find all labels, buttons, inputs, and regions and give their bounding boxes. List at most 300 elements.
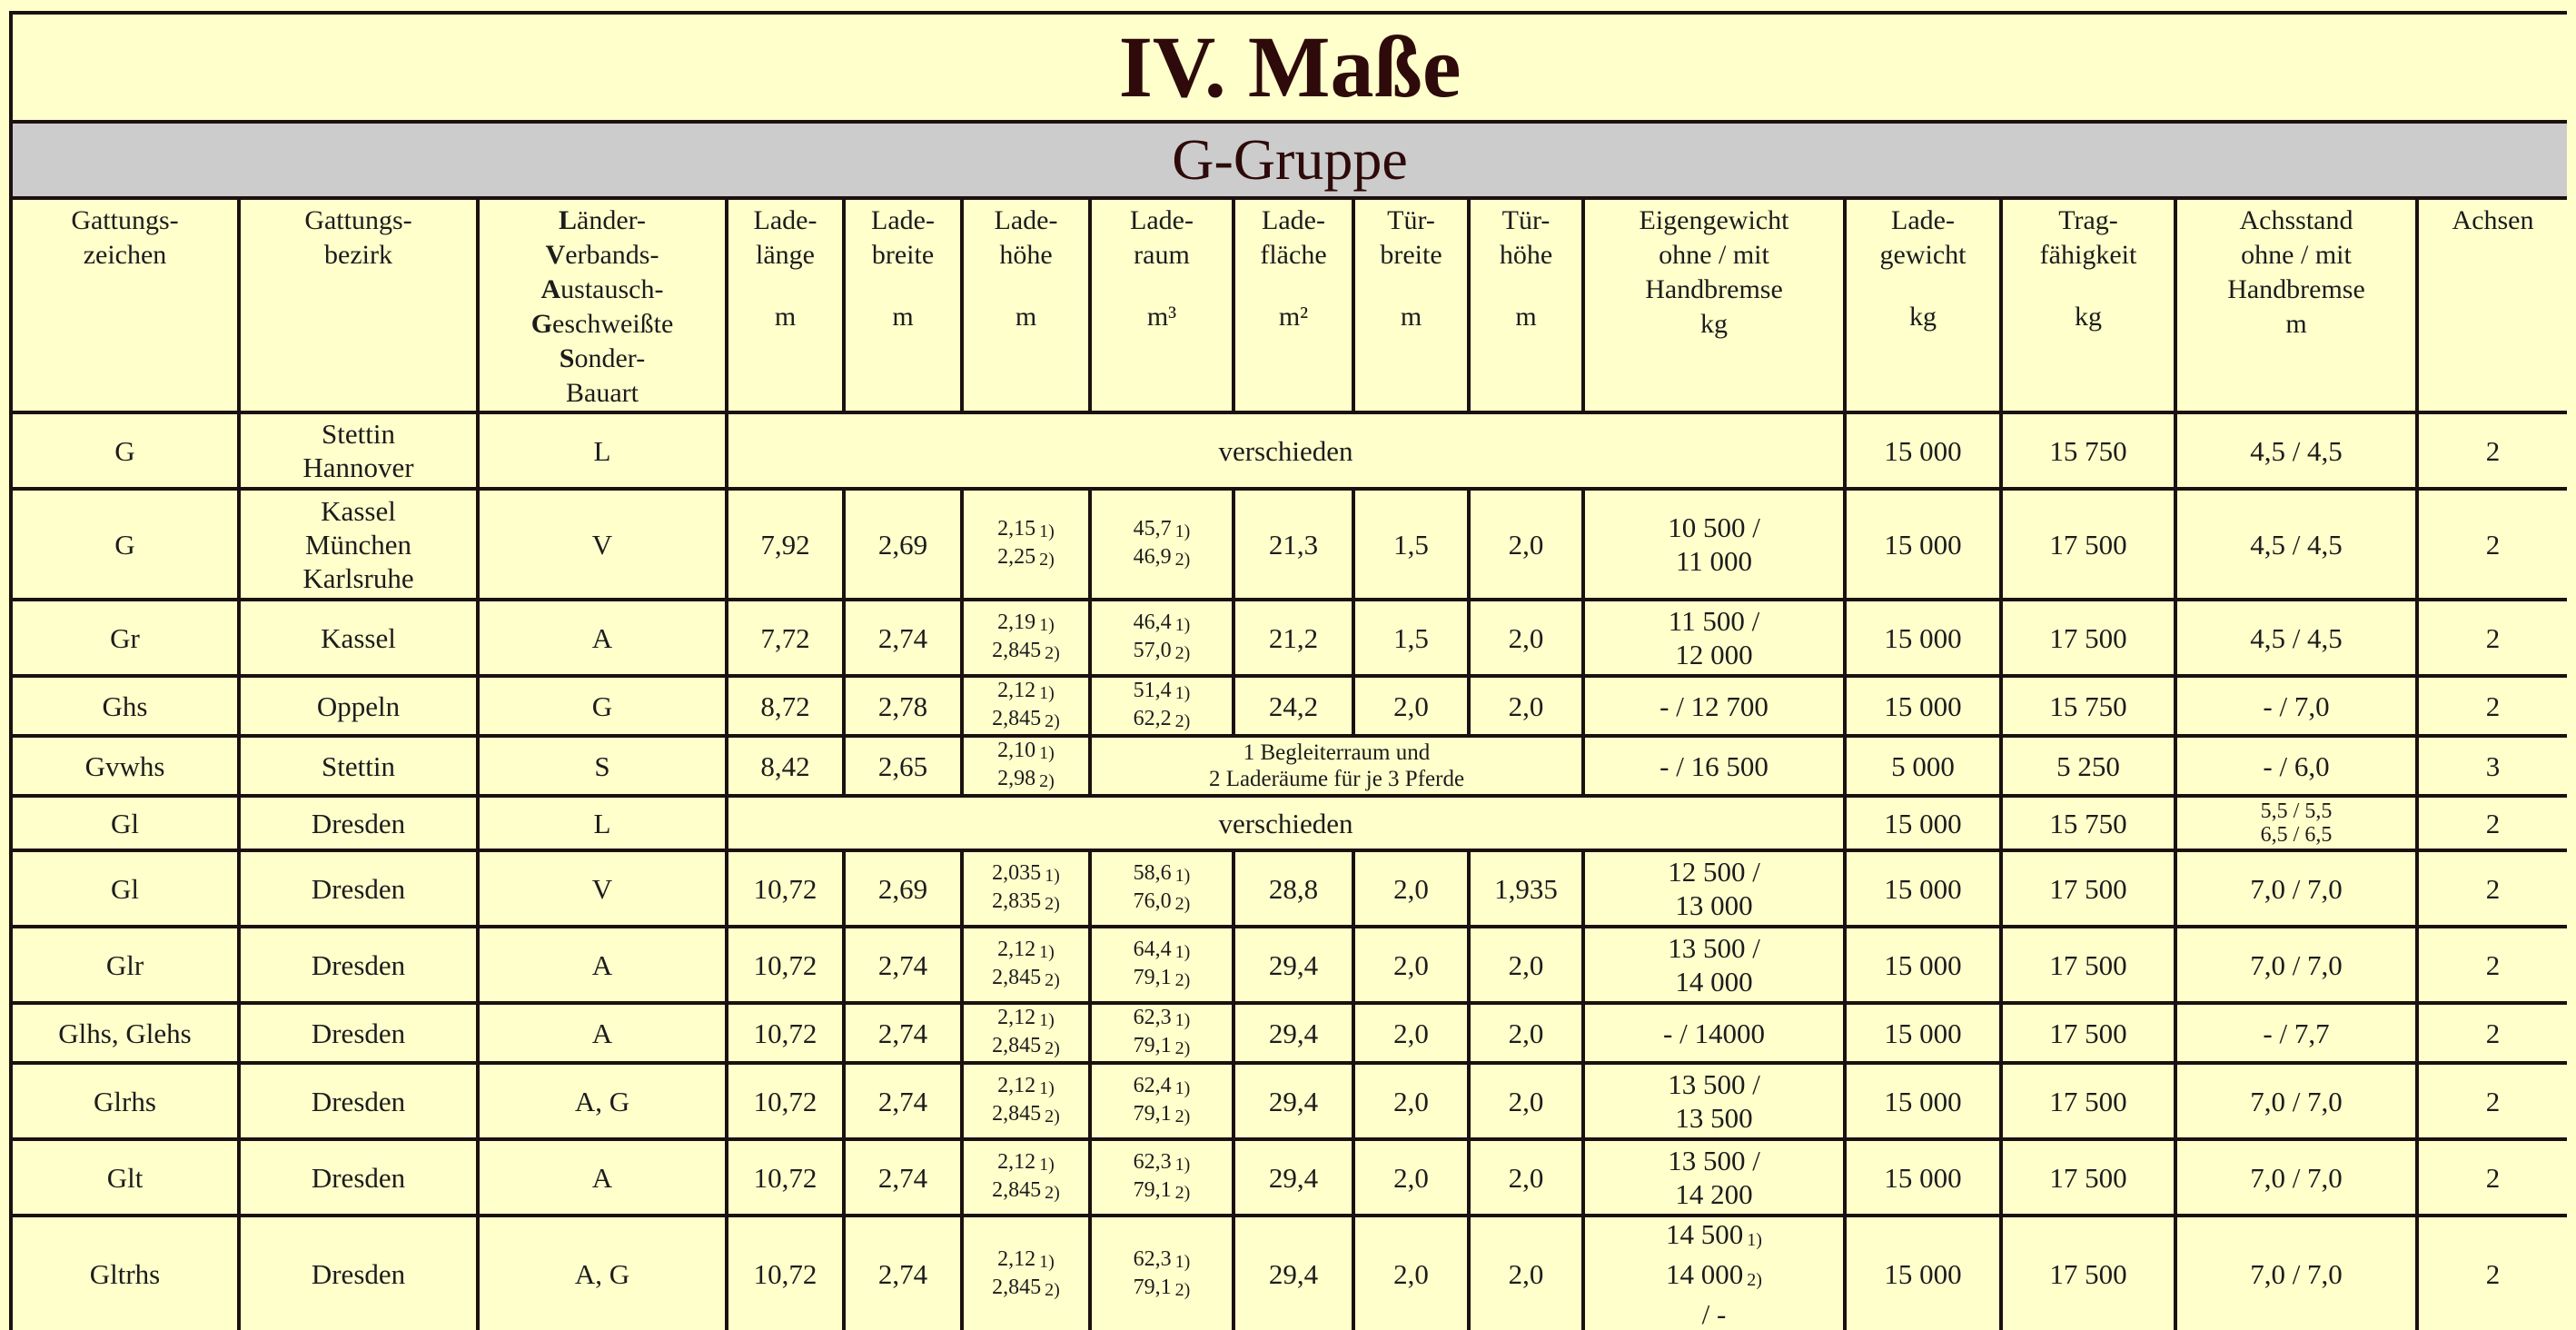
cell-ladegewicht-value: 15 000: [1884, 1017, 1962, 1049]
cell-achsstand-value: 7,0 / 7,0: [2250, 1258, 2343, 1290]
cell-ladeflaeche: [1234, 1003, 1353, 1063]
footnote-marker: 2): [1039, 771, 1055, 791]
cell-gattungszeichen: [11, 600, 239, 676]
cell-laderaum: [1090, 850, 1234, 927]
cell-bauart: [478, 736, 727, 796]
cell-tuerbreite-value: 1,5: [1393, 621, 1429, 654]
cell-gattungszeichen: [11, 1003, 239, 1063]
cell-achsstand: [2175, 1216, 2417, 1330]
header-laderaum: [1090, 198, 1234, 412]
cell-tuerhoehe: [1469, 850, 1583, 927]
footnote-marker: 2): [1045, 1183, 1060, 1203]
cell-eigengewicht-value: 13 500 /: [1668, 1068, 1760, 1100]
cell-achsstand: [2175, 412, 2417, 489]
cell-gattungszeichen-value: Gvwhs: [84, 749, 165, 782]
cell-ladebreite: [844, 927, 962, 1003]
cell-tragfaehigkeit: [2001, 676, 2175, 736]
cell-gattungszeichen-value: Glhs, Glehs: [58, 1017, 192, 1049]
header-tragfaehigkeit-line: fähigkeit: [2039, 240, 2137, 270]
cell-tuerhoehe: [1469, 927, 1583, 1003]
cell-ladebreite-value: 2,74: [877, 621, 928, 654]
cell-eigengewicht-value: - / 12 700: [1660, 690, 1769, 722]
cell-tuerbreite-value: 2,0: [1393, 872, 1429, 905]
footnote-marker: 1): [1174, 1251, 1191, 1272]
header-ladelaenge-unit: m: [774, 302, 797, 332]
cell-ladehoehe: [962, 1003, 1090, 1063]
header-achsen-line: Achsen: [2452, 205, 2534, 235]
cell-tragfaehigkeit-value: 15 750: [2049, 434, 2127, 467]
header-ladeflaeche-unit: m²: [1278, 302, 1309, 332]
cell-tuerbreite: [1353, 1139, 1469, 1216]
cell-tragfaehigkeit: [2001, 1216, 2175, 1330]
header-bauart-line: Bauart: [566, 378, 639, 408]
cell-gattungszeichen-value: Gl: [111, 872, 139, 905]
cell-achsstand: [2175, 850, 2417, 927]
cell-ladehoehe: [962, 1063, 1090, 1139]
cell-ladeflaeche-value: 28,8: [1268, 872, 1319, 905]
header-ladegewicht-unit: kg: [1909, 302, 1937, 332]
cell-ladebreite-value: 2,78: [877, 690, 928, 722]
cell-ladebreite-value: 2,74: [877, 1258, 928, 1290]
cell-tragfaehigkeit: [2001, 796, 2175, 850]
cell-ladelaenge: [727, 927, 844, 1003]
cell-tragfaehigkeit-value: 17 500: [2049, 621, 2127, 654]
cell-gattungsbezirk-value: Dresden: [311, 1085, 406, 1117]
cell-tragfaehigkeit: [2001, 927, 2175, 1003]
cell-eigengewicht-value: 12 500 /: [1668, 856, 1760, 888]
cell-ladehoehe-value: 2,035: [992, 861, 1042, 885]
cell-ladegewicht: [1845, 796, 2001, 850]
cell-eigengewicht-value: 12 000: [1675, 639, 1753, 670]
cell-achsstand: [2175, 600, 2417, 676]
cell-ladehoehe-value: 2,12: [997, 938, 1036, 961]
footnote-marker: 1): [1039, 615, 1055, 635]
cell-gattungszeichen: [11, 1216, 239, 1330]
cell-tuerhoehe: [1469, 1139, 1583, 1216]
footnote-marker: 2): [1174, 1107, 1191, 1127]
cell-gattungszeichen: [11, 927, 239, 1003]
cell-ladehoehe-value: 2,845: [992, 1178, 1042, 1202]
header-tuerbreite-unit: m: [1400, 302, 1422, 332]
header-gattungszeichen-line: zeichen: [83, 240, 167, 270]
cell-tuerhoehe-value: 2,0: [1508, 1017, 1544, 1049]
cell-achsen: [2417, 676, 2567, 736]
cell-ladehoehe-value: 2,845: [992, 707, 1042, 730]
cell-ladelaenge-value: 10,72: [753, 1258, 817, 1290]
cell-eigengewicht-value: 11 500 /: [1668, 605, 1760, 637]
cell-tuerhoehe-value: 1,935: [1494, 872, 1558, 905]
cell-verschieden-value: verschieden: [1218, 807, 1353, 839]
header-bauart-line: erbands-: [565, 240, 659, 270]
cell-achsstand-value: 6,5 / 6,5: [2260, 823, 2333, 847]
cell-bauart-value: A: [591, 1161, 613, 1194]
cell-laderaum-value: 64,4: [1133, 938, 1172, 961]
cell-ladegewicht: [1845, 1139, 2001, 1216]
header-bauart-initial: A: [540, 274, 561, 304]
cell-eigengewicht: [1583, 1003, 1845, 1063]
cell-tuerbreite: [1353, 1003, 1469, 1063]
cell-ladehoehe-value: 2,845: [992, 1034, 1042, 1057]
cell-eigengewicht-value: 10 500 /: [1668, 511, 1760, 543]
cell-note-value: 1 Begleiterraum und: [1243, 740, 1431, 765]
cell-achsstand: [2175, 736, 2417, 796]
header-ladegewicht: [1845, 198, 2001, 412]
cell-ladebreite: [844, 1139, 962, 1216]
cell-ladegewicht-value: 15 000: [1884, 948, 1962, 981]
cell-ladehoehe: [962, 1139, 1090, 1216]
cell-eigengewicht: [1583, 927, 1845, 1003]
footnote-marker: 1): [1039, 683, 1055, 703]
cell-ladelaenge-value: 10,72: [753, 872, 817, 905]
cell-gattungsbezirk-value: Kassel: [321, 621, 396, 654]
cell-gattungsbezirk: [239, 1216, 478, 1330]
cell-tragfaehigkeit: [2001, 1003, 2175, 1063]
footnote-marker: 1): [1174, 683, 1191, 703]
cell-tragfaehigkeit-value: 15 750: [2049, 807, 2127, 839]
header-ladebreite-line: Lade-: [871, 205, 935, 235]
header-achsstand-line: m: [2285, 309, 2307, 339]
table-row: [11, 489, 2567, 600]
cell-ladelaenge: [727, 1063, 844, 1139]
cell-laderaum-value: 62,3: [1133, 1006, 1172, 1029]
header-tuerhoehe: [1469, 198, 1583, 412]
cell-achsen: [2417, 850, 2567, 927]
cell-eigengewicht-value: 13 000: [1675, 889, 1753, 921]
cell-ladelaenge-value: 8,42: [760, 749, 810, 782]
cell-ladelaenge-value: 10,72: [753, 1017, 817, 1049]
cell-gattungsbezirk: [239, 796, 478, 850]
cell-ladelaenge: [727, 1216, 844, 1330]
cell-eigengewicht-value: / -: [1701, 1298, 1727, 1330]
cell-tragfaehigkeit-value: 5 250: [2056, 749, 2120, 782]
header-gattungszeichen: [11, 198, 239, 412]
table-row: [11, 676, 2567, 736]
cell-ladegewicht-value: 15 000: [1884, 1161, 1962, 1194]
cell-achsen: [2417, 489, 2567, 600]
cell-laderaum-value: 76,0: [1133, 889, 1172, 913]
cell-gattungsbezirk: [239, 600, 478, 676]
cell-ladebreite-value: 2,74: [877, 1085, 928, 1117]
cell-gattungsbezirk: [239, 1139, 478, 1216]
cell-ladegewicht: [1845, 676, 2001, 736]
header-laderaum-line: raum: [1134, 240, 1190, 270]
header-tuerhoehe-line: höhe: [1499, 240, 1553, 270]
table-row: [11, 412, 2567, 489]
cell-achsstand: [2175, 676, 2417, 736]
cell-laderaum-value: 62,3: [1133, 1150, 1172, 1174]
cell-ladelaenge-value: 10,72: [753, 948, 817, 981]
cell-tuerhoehe-value: 2,0: [1508, 1258, 1544, 1290]
header-eigengewicht: [1583, 198, 1845, 412]
cell-laderaum: [1090, 1139, 1234, 1216]
cell-tragfaehigkeit-value: 17 500: [2049, 872, 2127, 905]
cell-achsstand-value: 4,5 / 4,5: [2250, 528, 2343, 561]
cell-ladeflaeche-value: 29,4: [1268, 948, 1319, 981]
cell-achsstand-value: - / 7,0: [2263, 690, 2330, 722]
cell-verschieden: [727, 796, 1845, 850]
header-ladeflaeche-line: fläche: [1260, 240, 1327, 270]
footnote-marker: 2): [1174, 1183, 1191, 1203]
cell-ladehoehe: [962, 676, 1090, 736]
cell-laderaum: [1090, 927, 1234, 1003]
cell-gattungsbezirk-value: Hannover: [302, 452, 414, 483]
cell-ladebreite: [844, 1216, 962, 1330]
cell-note-value: 2 Laderäume für je 3 Pferde: [1208, 767, 1465, 791]
cell-eigengewicht-value: 14 200: [1675, 1178, 1753, 1210]
cell-ladebreite-value: 2,74: [877, 948, 928, 981]
cell-ladehoehe-value: 2,98: [997, 767, 1036, 790]
header-ladehoehe-line: Lade-: [994, 205, 1058, 235]
header-eigengewicht-line: Eigengewicht: [1639, 205, 1789, 235]
group-title: G-Gruppe: [11, 122, 2567, 198]
cell-gattungsbezirk: [239, 927, 478, 1003]
cell-bauart: [478, 1063, 727, 1139]
cell-bauart: [478, 676, 727, 736]
cell-gattungszeichen: [11, 850, 239, 927]
cell-bauart-value: L: [593, 434, 611, 467]
cell-tuerhoehe: [1469, 600, 1583, 676]
footnote-marker: 2): [1174, 643, 1191, 663]
cell-eigengewicht-value: 11 000: [1675, 545, 1753, 577]
header-gattungsbezirk: [239, 198, 478, 412]
header-eigengewicht-line: kg: [1700, 309, 1728, 339]
measurements-table: [9, 11, 2567, 1330]
header-ladebreite-line: breite: [871, 240, 935, 270]
cell-gattungsbezirk-value: Dresden: [311, 1258, 406, 1290]
cell-ladelaenge: [727, 850, 844, 927]
cell-eigengewicht-value: 13 500: [1675, 1102, 1753, 1134]
cell-bauart: [478, 489, 727, 600]
cell-tuerbreite: [1353, 676, 1469, 736]
cell-tuerbreite: [1353, 927, 1469, 1003]
cell-laderaum: [1090, 600, 1234, 676]
cell-bauart: [478, 1139, 727, 1216]
cell-ladeflaeche: [1234, 1139, 1353, 1216]
cell-bauart: [478, 850, 727, 927]
cell-gattungsbezirk: [239, 489, 478, 600]
cell-eigengewicht-value: 14 000: [1666, 1258, 1744, 1290]
footnote-marker: 1): [1174, 1155, 1191, 1175]
cell-ladegewicht-value: 15 000: [1884, 434, 1962, 467]
cell-ladelaenge-value: 10,72: [753, 1085, 817, 1117]
cell-eigengewicht-value: - / 16 500: [1660, 749, 1769, 782]
footnote-marker: 1): [1174, 521, 1191, 541]
cell-ladeflaeche: [1234, 1216, 1353, 1330]
cell-achsstand: [2175, 796, 2417, 850]
cell-ladegewicht: [1845, 736, 2001, 796]
cell-ladeflaeche-value: 29,4: [1268, 1017, 1319, 1049]
cell-achsstand-value: - / 7,7: [2263, 1017, 2330, 1049]
cell-tragfaehigkeit: [2001, 736, 2175, 796]
cell-tuerhoehe-value: 2,0: [1508, 528, 1544, 561]
cell-ladebreite-value: 2,69: [877, 528, 928, 561]
footnote-marker: 1): [1039, 521, 1055, 541]
cell-achsen-value: 3: [2485, 749, 2501, 782]
footnote-marker: 2): [1045, 970, 1060, 990]
header-tragfaehigkeit: [2001, 198, 2175, 412]
header-ladehoehe-unit: m: [1015, 302, 1037, 332]
cell-achsen-value: 2: [2485, 807, 2501, 839]
footnote-marker: 1): [1039, 1251, 1055, 1272]
cell-gattungsbezirk-value: Dresden: [311, 1161, 406, 1194]
cell-eigengewicht: [1583, 1139, 1845, 1216]
cell-ladehoehe-value: 2,19: [997, 610, 1036, 634]
header-tuerhoehe-line: Tür-: [1501, 205, 1551, 235]
cell-tragfaehigkeit: [2001, 600, 2175, 676]
cell-gattungszeichen-value: Glrhs: [94, 1085, 156, 1117]
cell-tuerbreite: [1353, 1063, 1469, 1139]
cell-tuerbreite-value: 2,0: [1393, 690, 1429, 722]
cell-ladeflaeche-value: 21,3: [1268, 528, 1319, 561]
cell-ladelaenge: [727, 1139, 844, 1216]
header-achsstand: [2175, 198, 2417, 412]
cell-eigengewicht: [1583, 489, 1845, 600]
cell-bauart-value: L: [593, 807, 611, 839]
cell-eigengewicht: [1583, 1216, 1845, 1330]
cell-laderaum: [1090, 1003, 1234, 1063]
cell-bauart-value: A, G: [574, 1085, 630, 1117]
cell-tuerhoehe: [1469, 1003, 1583, 1063]
footnote-marker: 2): [1045, 1107, 1060, 1127]
header-gattungsbezirk-line: Gattungs-: [304, 205, 412, 235]
table-row: [11, 1063, 2567, 1139]
cell-achsstand-value: 7,0 / 7,0: [2250, 872, 2343, 905]
cell-achsen: [2417, 796, 2567, 850]
cell-achsen-value: 2: [2485, 948, 2501, 981]
footnote-marker: 2): [1747, 1270, 1762, 1290]
cell-gattungsbezirk-value: Stettin: [322, 418, 395, 450]
cell-bauart-value: A: [591, 621, 613, 654]
cell-achsstand: [2175, 489, 2417, 600]
cell-bauart-value: S: [594, 749, 610, 782]
cell-ladehoehe: [962, 489, 1090, 600]
cell-gattungszeichen-value: Glt: [106, 1161, 144, 1194]
cell-tragfaehigkeit-value: 17 500: [2049, 1161, 2127, 1194]
header-ladeflaeche-line: Lade-: [1262, 205, 1325, 235]
cell-gattungsbezirk-value: München: [304, 528, 412, 561]
cell-bauart: [478, 1003, 727, 1063]
cell-ladeflaeche-value: 21,2: [1268, 621, 1319, 654]
footnote-marker: 2): [1174, 1038, 1191, 1058]
cell-ladebreite: [844, 850, 962, 927]
cell-laderaum-value: 58,6: [1133, 861, 1172, 885]
cell-ladehoehe-value: 2,845: [992, 966, 1042, 989]
header-bauart-line: eschweißte: [552, 309, 674, 339]
cell-gattungszeichen: [11, 676, 239, 736]
cell-ladeflaeche: [1234, 600, 1353, 676]
cell-ladehoehe-value: 2,10: [997, 739, 1036, 762]
cell-bauart: [478, 600, 727, 676]
header-tuerhoehe-unit: m: [1515, 302, 1537, 332]
cell-note: [1090, 736, 1583, 796]
header-laderaum-line: Lade-: [1130, 205, 1194, 235]
cell-achsstand: [2175, 1003, 2417, 1063]
cell-tuerbreite: [1353, 489, 1469, 600]
cell-ladegewicht: [1845, 850, 2001, 927]
cell-tragfaehigkeit-value: 17 500: [2049, 528, 2127, 561]
cell-ladebreite: [844, 676, 962, 736]
cell-achsen-value: 2: [2485, 690, 2501, 722]
footnote-marker: 1): [1174, 1078, 1191, 1098]
cell-bauart-value: V: [591, 872, 613, 905]
cell-eigengewicht: [1583, 600, 1845, 676]
cell-ladeflaeche-value: 29,4: [1268, 1258, 1319, 1290]
footnote-marker: 2): [1174, 550, 1191, 570]
cell-laderaum: [1090, 676, 1234, 736]
table-row: [11, 927, 2567, 1003]
cell-achsen-value: 2: [2485, 872, 2501, 905]
cell-laderaum-value: 45,7: [1133, 517, 1172, 541]
cell-tuerhoehe-value: 2,0: [1508, 948, 1544, 981]
table-row: [11, 736, 2567, 796]
cell-gattungsbezirk: [239, 676, 478, 736]
cell-ladegewicht: [1845, 1216, 2001, 1330]
cell-ladeflaeche-value: 24,2: [1268, 690, 1319, 722]
header-bauart-line: ustausch-: [560, 274, 664, 304]
cell-ladelaenge: [727, 600, 844, 676]
footnote-marker: 1): [1174, 942, 1191, 962]
cell-ladelaenge: [727, 489, 844, 600]
header-ladebreite-unit: m: [892, 302, 914, 332]
cell-achsstand-value: - / 6,0: [2263, 749, 2330, 782]
cell-tuerhoehe: [1469, 489, 1583, 600]
cell-ladegewicht: [1845, 600, 2001, 676]
cell-ladehoehe-value: 2,12: [997, 1150, 1036, 1174]
cell-ladelaenge-value: 8,72: [760, 690, 810, 722]
cell-achsstand: [2175, 927, 2417, 1003]
cell-gattungsbezirk-value: Dresden: [311, 948, 406, 981]
cell-bauart: [478, 1216, 727, 1330]
cell-gattungszeichen: [11, 489, 239, 600]
cell-eigengewicht: [1583, 850, 1845, 927]
cell-ladelaenge-value: 7,92: [760, 528, 810, 561]
footnote-marker: 1): [1039, 1010, 1055, 1030]
page: [9, 11, 2567, 1330]
cell-achsen-value: 2: [2485, 1085, 2501, 1117]
cell-eigengewicht: [1583, 1063, 1845, 1139]
cell-eigengewicht-value: 13 500 /: [1668, 1145, 1760, 1176]
header-ladebreite: [844, 198, 962, 412]
cell-gattungszeichen-value: Glr: [105, 948, 144, 981]
cell-ladehoehe-value: 2,12: [997, 679, 1036, 702]
header-ladelaenge-line: Lade-: [753, 205, 817, 235]
cell-gattungsbezirk-value: Karlsruhe: [302, 561, 414, 594]
header-bauart-initial: L: [558, 205, 577, 235]
cell-ladehoehe-value: 2,12: [997, 1006, 1036, 1029]
cell-ladebreite-value: 2,74: [877, 1161, 928, 1194]
cell-tuerbreite: [1353, 850, 1469, 927]
table-row: [11, 1139, 2567, 1216]
cell-gattungszeichen: [11, 1063, 239, 1139]
cell-achsen: [2417, 1063, 2567, 1139]
cell-tuerhoehe-value: 2,0: [1508, 1161, 1544, 1194]
cell-ladehoehe-value: 2,845: [992, 1275, 1042, 1299]
cell-achsen: [2417, 927, 2567, 1003]
cell-ladebreite-value: 2,74: [877, 1017, 928, 1049]
cell-gattungsbezirk: [239, 1003, 478, 1063]
cell-ladeflaeche: [1234, 676, 1353, 736]
cell-gattungsbezirk-value: Oppeln: [316, 690, 401, 722]
cell-ladebreite-value: 2,69: [877, 872, 928, 905]
cell-bauart-value: V: [591, 528, 613, 561]
footnote-marker: 2): [1045, 894, 1060, 914]
header-achsen: [2417, 198, 2567, 412]
footnote-marker: 1): [1039, 1078, 1055, 1098]
cell-ladegewicht-value: 15 000: [1884, 1085, 1962, 1117]
cell-ladelaenge-value: 7,72: [760, 621, 810, 654]
cell-ladehoehe-value: 2,835: [992, 889, 1042, 913]
cell-ladegewicht-value: 15 000: [1884, 690, 1962, 722]
